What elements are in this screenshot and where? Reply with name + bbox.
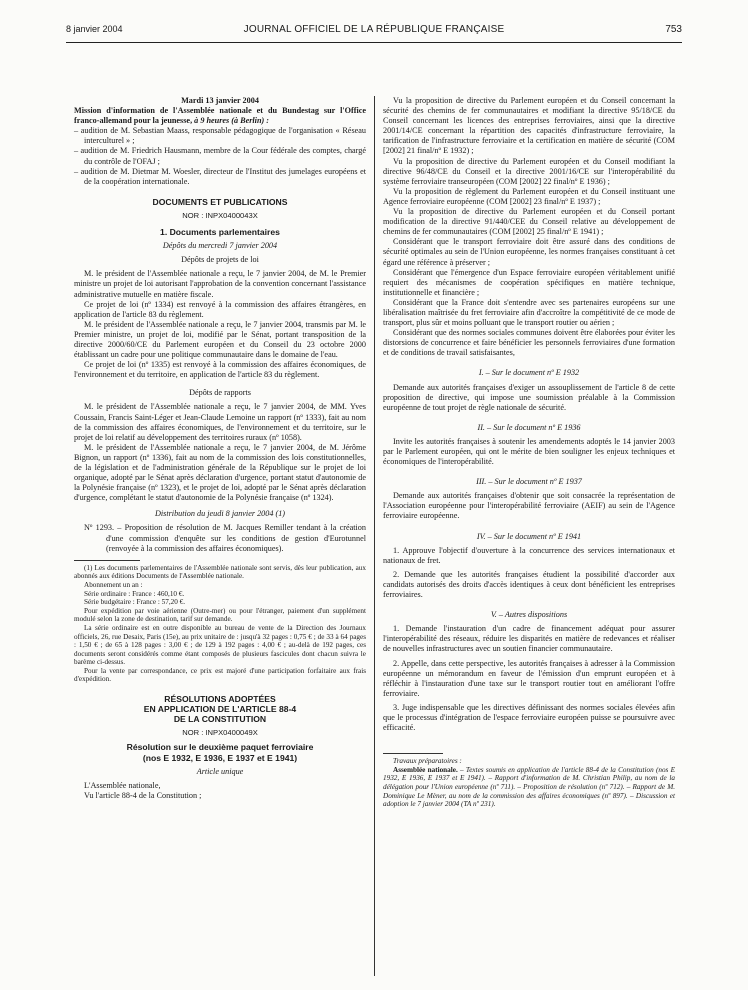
section-heading-e1937: III. – Sur le document nº E 1937 [476,477,582,487]
distribution-heading: Distribution du jeudi 8 janvier 2004 (1) [154,509,286,519]
paragraph: M. le président de l'Assemblée nationale a reçu, le 7 janvier 2004, de M. le Premier ministre un projet de loi autorisant l'approbation de la convention concernant l'assistance administrative mutuelle en matière fiscale. [74,269,366,299]
paragraph: Considérant que le transport ferroviaire doit être assuré dans des conditions de sécurité optimales au sein de l'Union européenne, les normes françaises constituant à cet égard une référence à préserver ; [383,237,675,267]
paragraph: Vu la proposition de directive du Parlement européen et du Conseil modifiant la directive 96/48/CE du Conseil et la directive 2001/16/CE sur l'interopérabilité du système ferroviaire transeuropéen (COM [2002] 22 final/nº E 1936) ; [383,156,675,186]
paragraph: 1. Approuve l'objectif d'ouverture à la concurrence des services internationaux et nationaux de fret. [383,545,675,565]
page-header [66,24,682,38]
travaux-lead: Assemblée nationale. [393,765,458,774]
paragraph: M. le président de l'Assemblée nationale a reçu, le 7 janvier 2004, de M. Jérôme Bignon, un rapport (nº 1336), fait au nom de la commission des lois constitutionnelles, de la législation et de l'administration générale de la République sur le projet de loi organique, adopté par le Sénat après déclaration d'urgence, portant statut d'autonomie de la Polynésie française (nº 1323), et le projet de loi, adopté par le Sénat après déclaration d'urgence, complétant le statut d'autonomie de la Polynésie française (nº 1324). [74,442,366,503]
paragraph: Vu la proposition de règlement du Parlement européen et du Conseil instituant une Agence ferroviaire européenne (COM [2002] 23 final/nº E 1937) ; [383,186,675,206]
footnote-line: Série ordinaire : France : 460,10 €. [84,589,185,598]
footnote-line: Série budgétaire : France : 57,20 €. [84,598,185,607]
paragraph: Vu la proposition de directive du Parlement européen et du Conseil portant modification de la directive 91/440/CEE du Conseil relative au développement de chemins de fer communautaires (COM [2002] 25 final/nº E 1941) ; [383,207,675,237]
resolutions-heading-3: DE LA CONSTITUTION [173,714,267,725]
mission-title-text: Mission d'information de l'Assemblée nationale et du Bundestag sur l'Office franco-allemand pour la jeunesse, [74,106,366,126]
mission-item: – audition de M. Dietmar M. Woesler, directeur de l'Institut des jumelages européens et de la coopération internationale. [74,166,366,186]
resolution-title-1: Résolution sur le deuxième paquet ferroviaire [126,742,314,753]
paragraph: Vu la proposition de directive du Parlement européen et du Conseil concernant la sécurité des chemins de fer communautaires et modifiant la directive 95/18/CE du Conseil concernant les licences des entreprises ferroviaires, ainsi que la directive 2001/14/CE concernant la répartition des capacités d'infrastructure ferroviaire, la tarification de l'infrastructure ferroviaire et la certification en matière de sécurité (COM [2002] 21 final/nº E 1932) ; [383,96,675,156]
header-title: JOURNAL OFFICIEL DE LA RÉPUBLIQUE FRANÇAISE [243,24,505,35]
footnote [74,564,366,684]
right-column [383,96,675,809]
paragraph: Demande aux autorités françaises d'obtenir que soit consacrée la représentation de l'Association européenne pour l'interopérabilité ferroviaire (AEIF) au sein de l'Agence ferroviaire européenne. [383,491,675,521]
paragraph: 2. Appelle, dans cette perspective, les autorités françaises à adresser à la Commission européenne un mémorandum en faveur de l'émission d'un emprunt européen et à réfléchir à l'instauration d'une taxe sur le transport routier tout en améliorant l'offre ferroviaire. [383,658,675,698]
mission-time: à 9 heures (à Berlin) : [194,116,269,126]
footnote-line: Abonnement un an : [84,580,143,589]
mission-title [74,106,366,126]
paragraph: 2. Demande que les autorités françaises étudient la possibilité d'accorder aux candidats autorisés des droits d'accès identiques à ceux dont bénéficient les entreprises ferroviaires. [383,569,675,600]
section-heading-e1932: I. – Sur le document nº E 1932 [478,368,580,378]
paragraph: Considérant que des normes sociales communes doivent être élaborées pour éviter les distorsions de concurrence et faire bénéficier les personnels ferroviaires d'une formation et de conditions de travail satisfaisantes, [383,328,675,358]
travaux-rule [383,753,443,754]
paragraph: Considérant que l'émergence d'un Espace ferroviaire européen véritablement unifié requiert des mécanismes de coopération spécifiques en matière technique, institutionnelle et financière ; [383,267,675,297]
travaux-block [383,757,675,809]
deposits-date: Dépôts du mercredi 7 janvier 2004 [162,241,278,251]
paragraph: L'Assemblée nationale, [84,780,161,790]
meeting-date: Mardi 13 janvier 2004 [181,96,259,105]
resolution-title-2: (nos E 1932, E 1936, E 1937 et E 1941) [142,752,298,763]
section-heading-other: V. – Autres dispositions [490,610,568,620]
paragraph: 3. Juge indispensable que les directives définissant des normes sociales élevées afin que le processus d'intégration de l'espace ferroviaire européen puisse se poursuivre avec efficacité. [383,702,675,733]
footnote-line: La série ordinaire est en outre disponible au bureau de vente de la Direction des Journaux officiels, 26, rue Desaix, Paris (15e), au prix unitaire de : jusqu'à 32 pages : 0,75 € ; de 33 à 64 pages : 1,50 € ; de 65 à 128 pages : 3,00 € ; de 129 à 192 pages : 4,00 € ; au-delà de 192 pages, ces documents seront considérés comme étant composés de plusieurs fascicules dont chacun suivra le barème ci-dessus. [74,623,366,667]
paragraph: Ce projet de loi (nº 1334) est renvoyé à la commission des affaires étrangères, en application de l'article 83 du règlement. [74,299,366,319]
left-column [74,96,366,801]
distribution-item: Nº 1293. – Proposition de résolution de M. Jacques Remiller tendant à la création d'une commission d'enquête sur les conditions de gestion d'Eurotunnel (renvoyée à la commission des affaires économiques). [84,523,366,553]
footnote-line: (1) Les documents parlementaires de l'Assemblée nationale sont servis, dès leur publication, aux abonnés aux éditions Documents de l'Assemblée nationale. [74,563,366,581]
mission-item: – audition de M. Sebastian Maass, responsable pédagogique de l'organisation « Réseau interculturel » ; [74,126,366,146]
paragraph: 1. Demande l'instauration d'un cadre de financement adéquat pour assurer l'interopérabilité des réseaux, réduire les disparités en matière de redevances et réaliser de nouvelles infrastructures avec un soutien financier communautaire. [383,624,675,654]
paragraph: Considérant que la France doit s'entendre avec ses partenaires européens sur une libéralisation maîtrisée du fret ferroviaire afin d'accroître la compétitivité de ce mode de transport, plus sûr et moins polluant que le transport routier ou aérien ; [383,297,675,328]
travaux-body: – Textes soumis en application de l'article 88-4 de la Constitution (nos E 1932, E 1936, E 1937 et E 1941). – Rapport d'information de M. Christian Philip, au nom de la délégation pour l'Union européenne (nº 711). – Proposition de résolution (nº 712). – Rapport de M. Dominique Le Mèner, au nom de la commission des affaires économiques (nº 897). – Discussion et adoption le 7 janvier 2004 (TA nº 231). [383,765,675,809]
travaux-text [383,766,675,809]
deposits-subheading: Dépôts de projets de loi [181,255,259,265]
mission-item: – audition de M. Friedrich Hausmann, membre de la Cour fédérale des comptes, chargé du contrôle de l'OFAJ ; [74,146,366,166]
page-number: 753 [665,24,682,35]
paragraph: M. le président de l'Assemblée nationale a reçu, le 7 janvier 2004, de MM. Yves Coussain, Francis Saint-Léger et Jean-Claude Lemoine un rapport (nº 1333), fait au nom de la commission des affaires économiques, de l'environnement et du territoire, sur le projet de loi relatif au développement des territoires ruraux (nº 1058). [74,402,366,442]
section-heading-e1941: IV. – Sur le document nº E 1941 [476,531,582,541]
paragraph: Vu l'article 88-4 de la Constitution ; [84,790,202,800]
column-divider [374,96,375,976]
paragraph: Ce projet de loi (nº 1335) est renvoyé à la commission des affaires économiques, de l'environnement et du territoire, en application de l'article 83 du règlement. [74,360,366,380]
docs-heading: DOCUMENTS ET PUBLICATIONS [152,196,288,207]
paragraph: M. le président de l'Assemblée nationale a reçu, le 7 janvier 2004, transmis par M. le Premier ministre, un projet de loi, modifié par le Sénat, portant transposition de la directive 2000/60/CE du Parlement européen et du Conseil du 23 octobre 2000 établissant un cadre pour une politique communautaire dans le domaine de l'eau. [74,319,366,360]
header-date: 8 janvier 2004 [66,24,123,34]
paragraph: Demande aux autorités françaises d'exiger un assouplissement de l'article 8 de cette proposition de directive, qui impose une soumission préalable à la Commission européenne de tout projet de règle nationale de sécurité. [383,382,675,412]
reports-subheading: Dépôts de rapports [189,388,251,398]
footnote-line: Pour expédition par voie aérienne (Outre-mer) ou pour l'étranger, paiement d'un supplément modulé selon la zone de destination, tarif sur demande. [74,606,366,624]
resolutions-heading-2: EN APPLICATION DE L'ARTICLE 88-4 [143,704,297,715]
resolutions-heading-1: RÉSOLUTIONS ADOPTÉES [164,694,276,705]
nor-code-2: NOR : INPX0400049X [182,728,258,738]
nor-code-1: NOR : INPX0400043X [182,210,258,220]
travaux-heading: Travaux préparatoires : [393,757,462,766]
header-rule [66,42,682,43]
footnote-line: Pour la vente par correspondance, ce prix est majoré d'une participation forfaitaire aux frais d'expédition. [74,666,366,684]
footnote-rule [74,560,140,561]
article-heading: Article unique [196,766,244,776]
section-heading-documents: 1. Documents parlementaires [160,227,280,238]
paragraph: Invite les autorités françaises à soutenir les amendements adoptés le 14 janvier 2003 par le Parlement européen, qui ont le mérite de bien souligner les enjeux techniques et économiques de l'interopérabilité. [383,436,675,467]
section-heading-e1936: II. – Sur le document nº E 1936 [477,422,581,432]
